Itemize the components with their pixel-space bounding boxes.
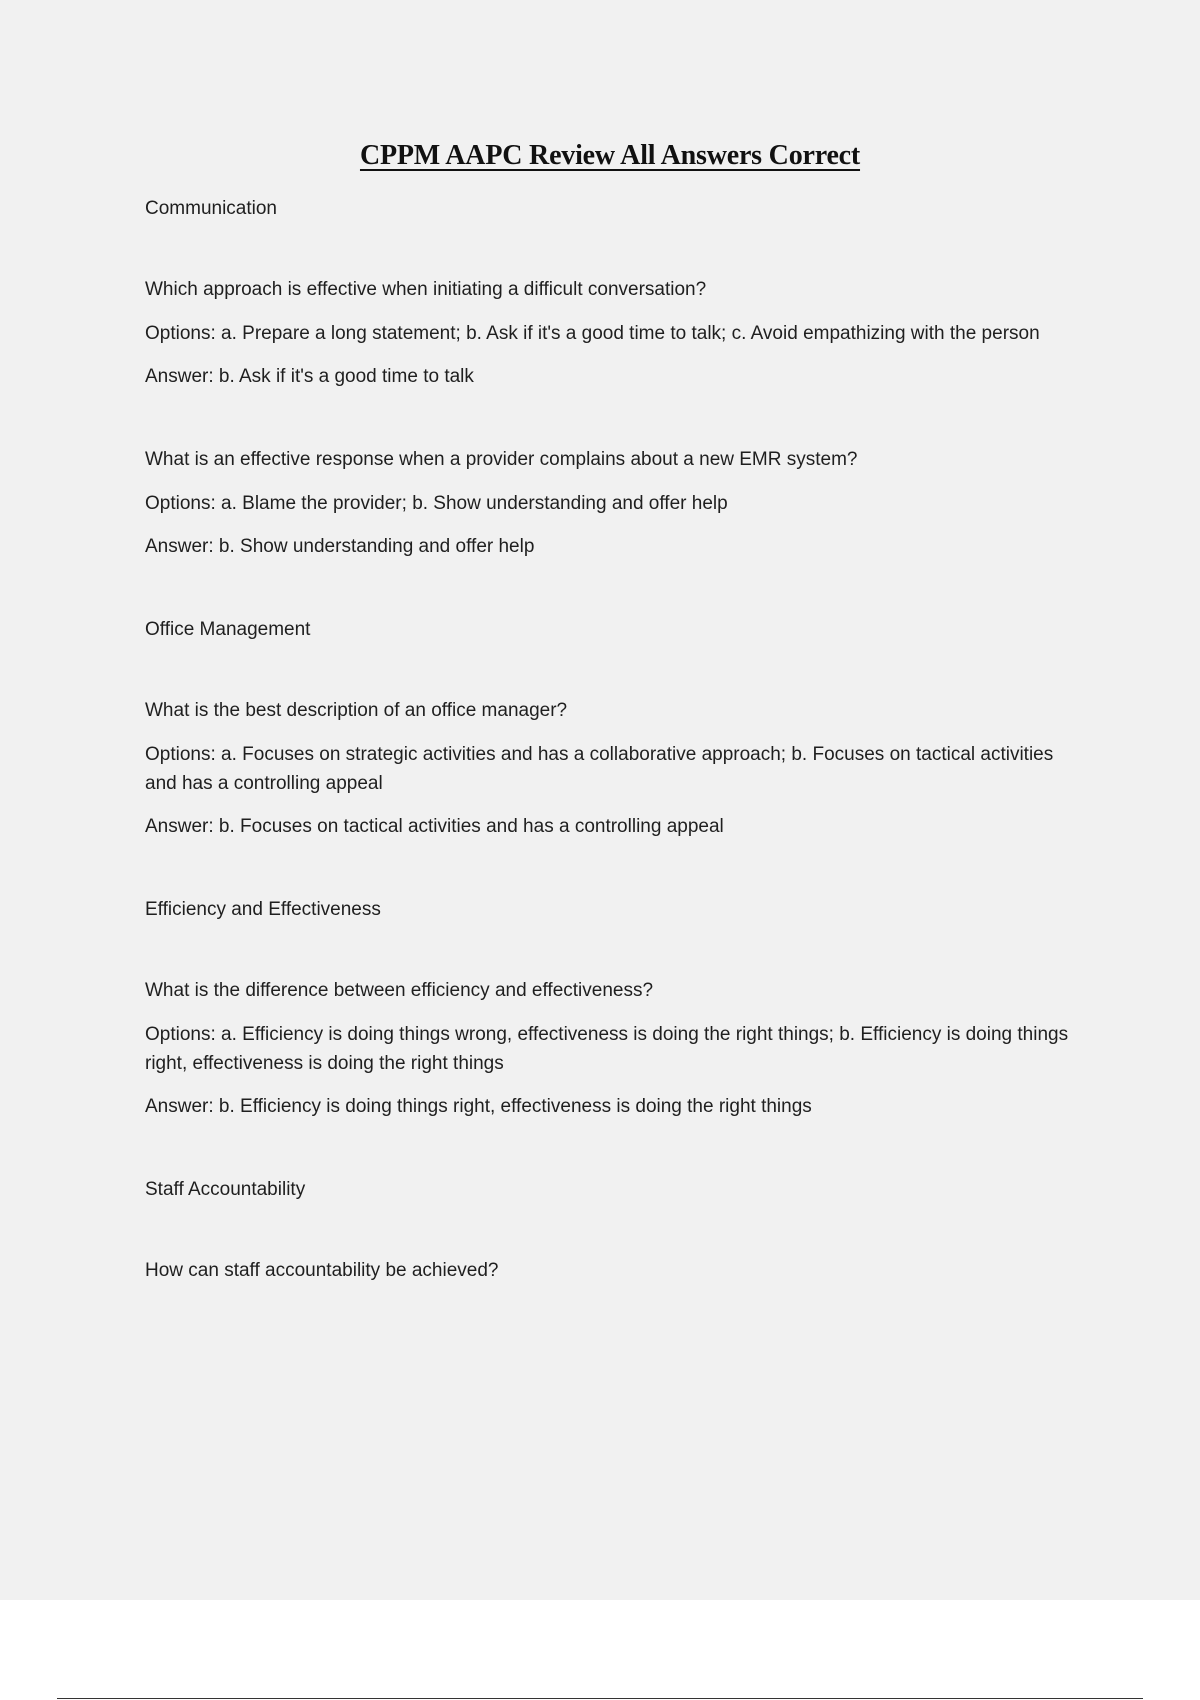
section-heading-communication: Communication [145, 198, 277, 219]
answer-text: Answer: b. Focuses on tactical activities and has a controlling appeal [145, 816, 724, 837]
answer-text: Answer: b. Efficiency is doing things right, effectiveness is doing the right things [145, 1096, 812, 1117]
options-text: Options: a. Prepare a long statement; b. Ask if it's a good time to talk; c. Avoid empathizing with the person [145, 323, 1040, 344]
question-text: What is an effective response when a provider complains about a new EMR system? [145, 449, 858, 470]
document-title: CPPM AAPC Review All Answers Correct [359, 140, 861, 171]
question-text: Which approach is effective when initiating a difficult conversation? [145, 279, 707, 300]
answer-text: Answer: b. Show understanding and offer help [145, 536, 535, 557]
section-heading-efficiency: Efficiency and Effectiveness [145, 899, 381, 920]
options-text: Options: a. Focuses on strategic activities and has a collaborative approach; b. Focuses on tactical activities and has a controlling appeal [145, 744, 1054, 794]
options-text: Options: a. Efficiency is doing things wrong, effectiveness is doing the right things; b. Efficiency is doing things right, effectiveness is doing the right things [145, 1024, 1069, 1074]
answer-text: Answer: b. Ask if it's a good time to talk [145, 366, 474, 387]
section-heading-office-management: Office Management [145, 619, 311, 640]
document-content [145, 140, 1075, 1300]
question-text: How can staff accountability be achieved? [145, 1260, 499, 1281]
options-text: Options: a. Blame the provider; b. Show understanding and offer help [145, 493, 728, 514]
question-text: What is the difference between efficiency and effectiveness? [145, 980, 654, 1001]
section-heading-staff-accountability: Staff Accountability [145, 1179, 306, 1200]
question-text: What is the best description of an office manager? [145, 700, 568, 721]
footer-divider [57, 1698, 1143, 1699]
